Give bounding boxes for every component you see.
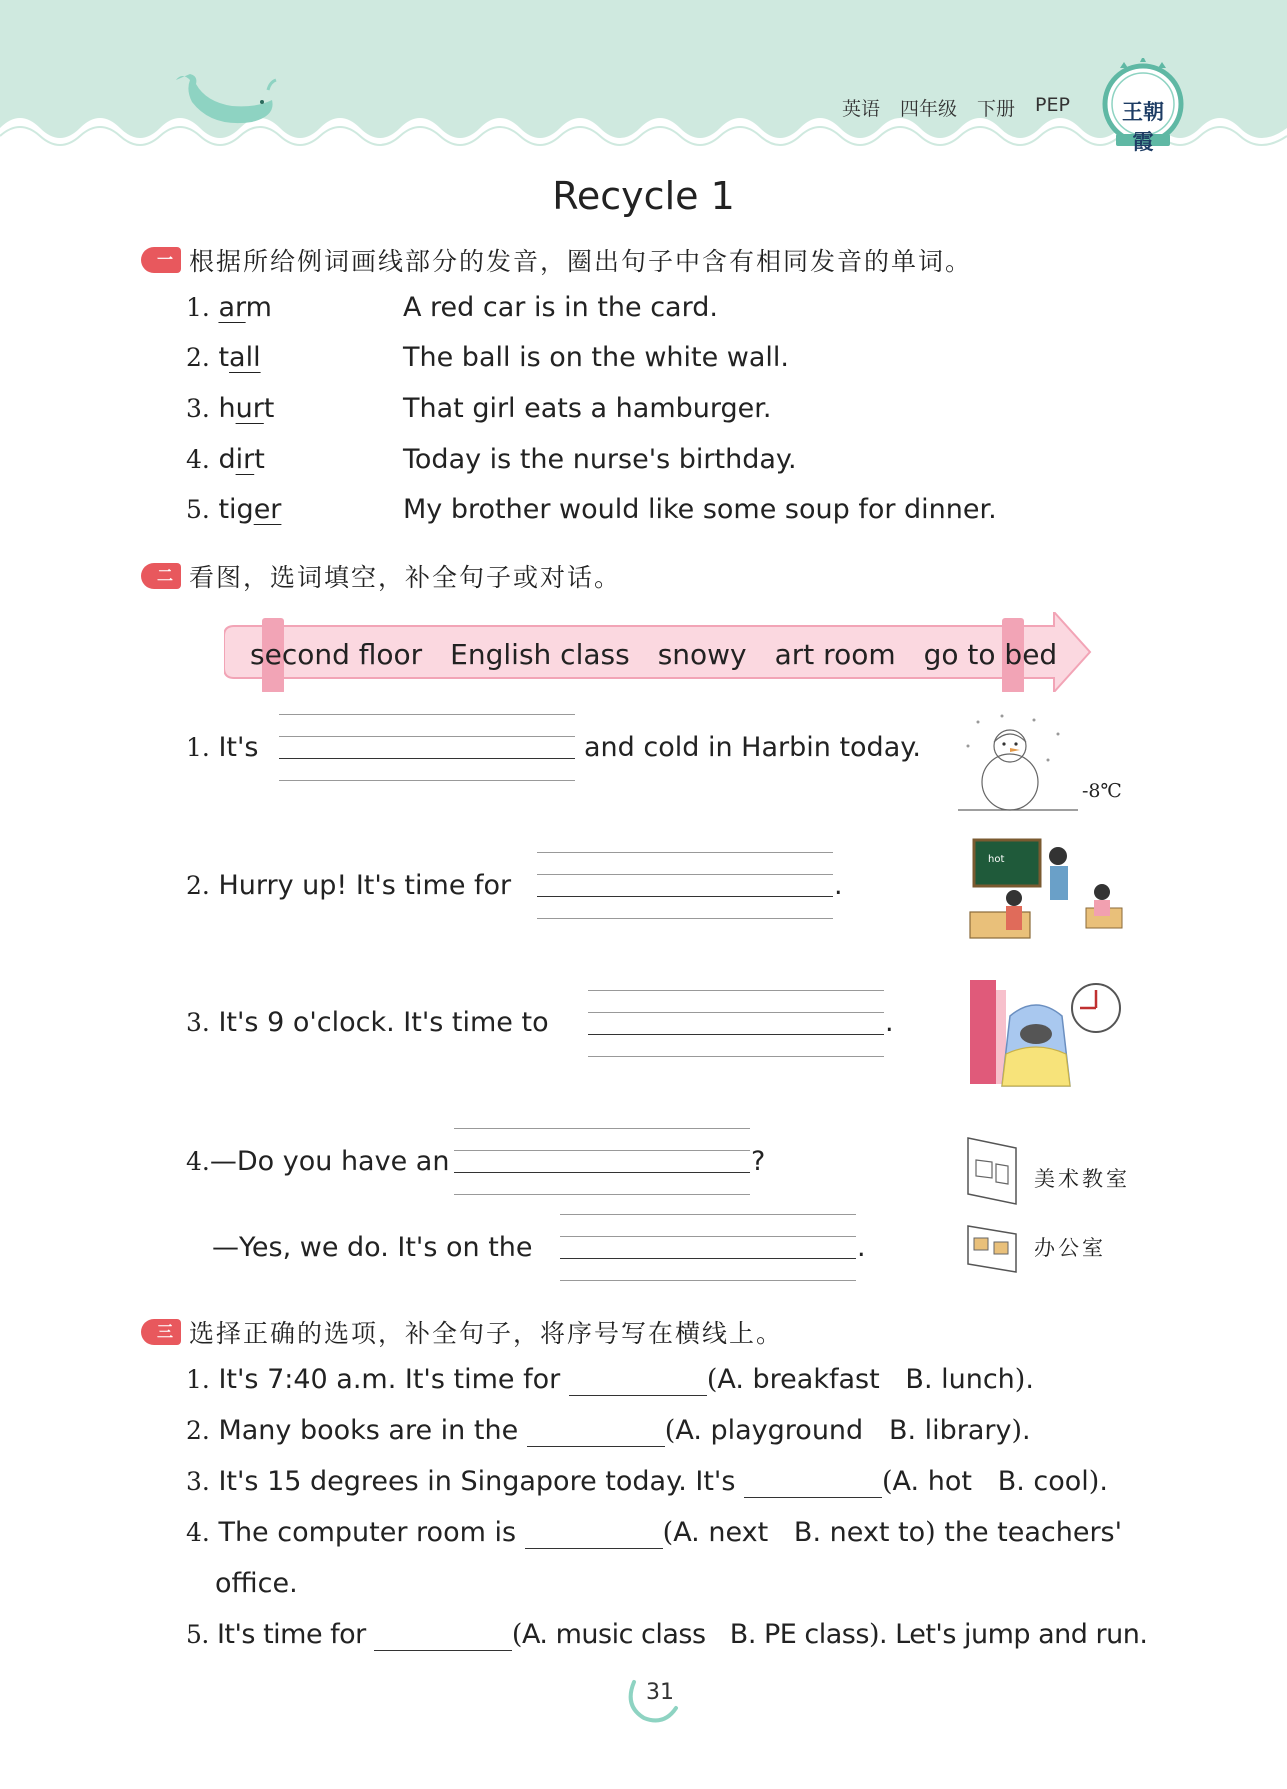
item-number: 5. [186, 495, 210, 524]
item-number: 5. [186, 1620, 209, 1649]
s2-item-4-reply: —Yes, we do. It's on the [212, 1232, 533, 1263]
sentence-after: the teachers' [935, 1517, 1123, 1548]
option-a: A. playground [675, 1415, 864, 1446]
section-2-heading [141, 558, 621, 594]
item-number: 1. [186, 293, 210, 322]
section-1-heading [141, 242, 972, 278]
sentence-before: It's time for [216, 1619, 366, 1650]
header-volume: 下册 [977, 98, 1016, 120]
s3-item-4-answer-line[interactable] [525, 1517, 663, 1549]
option-b: B. PE class [729, 1619, 869, 1650]
sentence-before: It's [218, 732, 259, 763]
page-number: 31 [646, 1680, 674, 1705]
word-bank-item: English class [450, 638, 630, 671]
sentence-before: The computer room is [218, 1517, 517, 1548]
word-part: h [218, 393, 236, 424]
whale-icon [172, 72, 282, 134]
section-3-heading [141, 1314, 783, 1350]
section-1-mark: 一 [157, 250, 174, 269]
s3-item-4: 4. The computer room is (A. next B. next to) the teachers' [186, 1517, 1123, 1548]
item-number: 1. [186, 1365, 210, 1394]
s2-item-3-answer-lines[interactable] [588, 990, 884, 1060]
office-sign: 办公室 [1034, 1236, 1106, 1260]
brand-name: 王朝霞 [1122, 99, 1164, 154]
section-3-instruction: 选择正确的选项，补全句子，将序号写在横线上。 [189, 1319, 784, 1348]
section-1-tag [141, 247, 181, 273]
s2-item-2-after: . [834, 870, 843, 901]
s3-item-3-answer-line[interactable] [744, 1466, 882, 1498]
item-number: 1. [186, 733, 210, 762]
s2-item-3-after: . [885, 1007, 894, 1038]
section-3-mark: 三 [157, 1322, 174, 1341]
s1-item-5-word [186, 494, 281, 525]
sentence-before: Hurry up! It's time for [218, 870, 512, 901]
s3-item-1-answer-line[interactable] [569, 1364, 707, 1396]
s1-item-4-sentence: Today is the nurse's birthday. [403, 444, 797, 475]
section-3-tag [141, 1319, 181, 1345]
option-a: A. next [673, 1517, 769, 1548]
s2-item-1 [186, 732, 259, 763]
section-2-instruction: 看图，选词填空，补全句子或对话。 [189, 563, 622, 592]
option-b: B. cool [997, 1466, 1089, 1497]
word-part: m [245, 292, 272, 323]
s2-item-4 [186, 1146, 449, 1177]
s3-item-3: 3. It's 15 degrees in Singapore today. It's (A. hot B. cool). [186, 1466, 1108, 1497]
s2-item-4-reply-answer-lines[interactable] [560, 1214, 856, 1284]
header-edition: PEP [1035, 94, 1070, 116]
s1-item-2-word [186, 342, 261, 373]
option-b: B. library [888, 1415, 1012, 1446]
sentence-before: It's 9 o'clock. It's time to [218, 1007, 549, 1038]
s3-item-2: 2. Many books are in the (A. playground B. library). [186, 1415, 1031, 1446]
s2-item-1-after: and cold in Harbin today. [584, 732, 921, 763]
item-number: 3. [186, 394, 210, 423]
word-bank-item: art room [774, 638, 896, 671]
section-2-mark: 二 [157, 566, 174, 585]
item-number: 2. [186, 871, 210, 900]
s2-item-3 [186, 1007, 549, 1038]
item-number: 2. [186, 343, 210, 372]
s2-item-4-answer-lines[interactable] [454, 1128, 750, 1198]
header-grade: 四年级 [900, 98, 958, 120]
s1-item-1-word [186, 292, 272, 323]
s1-item-3-sentence: That girl eats a hamburger. [403, 393, 772, 424]
section-2-tag [141, 563, 181, 589]
underlined-part: er [253, 494, 282, 525]
item-number: 3. [186, 1467, 210, 1496]
underlined-part: ur [235, 393, 264, 424]
word-part: t [218, 342, 230, 373]
s3-item-5-answer-line[interactable] [374, 1619, 512, 1651]
word-bank-item: second floor [250, 638, 423, 671]
s3-item-4-continued: office. [215, 1568, 298, 1599]
section-1-instruction: 根据所给例词画线部分的发音，圈出句子中含有相同发音的单词。 [189, 247, 973, 276]
option-a: A. music class [521, 1619, 706, 1650]
sentence-before: It's 7:40 a.m. It's time for [218, 1364, 561, 1395]
s2-item-2 [186, 870, 511, 901]
s3-item-2-answer-line[interactable] [527, 1415, 665, 1447]
sentence-after: . [1025, 1364, 1034, 1395]
s3-item-5: 5. It's time for (A. music class B. PE class). Let's jump and run. [186, 1619, 1148, 1650]
s2-item-4-after: ? [751, 1146, 766, 1177]
item-number: 4. [186, 1147, 210, 1176]
s2-item-2-answer-lines[interactable] [537, 852, 833, 922]
s3-item-1: 1. It's 7:40 a.m. It's time for (A. breakfast B. lunch). [186, 1364, 1034, 1395]
s2-item-4-reply-after: . [857, 1232, 866, 1263]
s1-item-5-sentence: My brother would like some soup for dinner. [403, 494, 997, 525]
room-signs-picture [962, 1134, 1022, 1278]
item-number: 2. [186, 1416, 210, 1445]
s1-item-1-sentence: A red car is in the card. [403, 292, 718, 323]
sentence-before: It's 15 degrees in Singapore today. It's [218, 1466, 736, 1497]
option-b: B. next to [793, 1517, 926, 1548]
word-part: d [218, 444, 236, 475]
item-number: 3. [186, 1008, 210, 1037]
bedtime-picture [966, 976, 1126, 1092]
option-a: A. breakfast [717, 1364, 880, 1395]
chalkboard-text: hot [988, 854, 1005, 865]
underlined-part: ir [235, 444, 255, 475]
s1-item-2-sentence: The ball is on the white wall. [403, 342, 790, 373]
page-title: Recycle 1 [552, 174, 735, 218]
item-number: 4. [186, 1518, 210, 1547]
temperature-label: -8℃ [1082, 780, 1122, 802]
header-meta [842, 94, 1070, 121]
art-room-sign: 美术教室 [1034, 1167, 1130, 1191]
sentence-after: . [1022, 1415, 1031, 1446]
sentence-before: Many books are in the [218, 1415, 519, 1446]
underlined-part: all [229, 342, 261, 373]
sentence-after: . [1099, 1466, 1108, 1497]
header-subject: 英语 [842, 98, 881, 120]
word-bank-item: go to bed [923, 638, 1058, 671]
word-part: t [254, 444, 265, 475]
word-part: t [263, 393, 275, 424]
s1-item-4-word [186, 444, 265, 475]
word-bank [250, 638, 1057, 671]
sentence-before: —Do you have an [209, 1146, 450, 1177]
option-a: A. hot [892, 1466, 972, 1497]
word-part: tig [218, 494, 254, 525]
sentence-after: . Let's jump and run. [878, 1619, 1148, 1650]
s1-item-3-word [186, 393, 274, 424]
word-bank-item: snowy [657, 638, 747, 671]
item-number: 4. [186, 445, 210, 474]
underlined-part: ar [218, 292, 246, 323]
option-b: B. lunch [905, 1364, 1015, 1395]
s2-item-1-answer-lines[interactable] [279, 714, 575, 784]
